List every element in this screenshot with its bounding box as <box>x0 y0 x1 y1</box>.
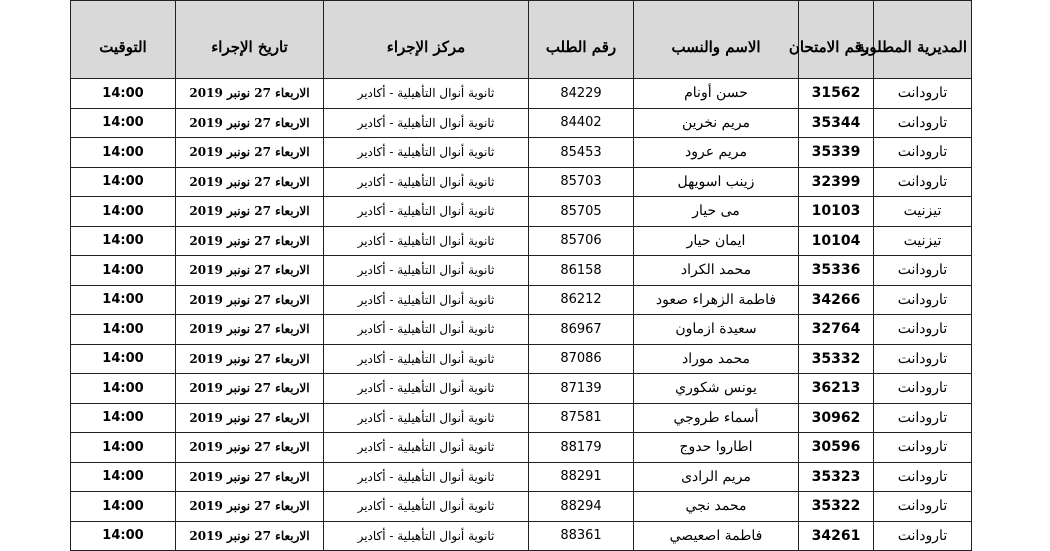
request-number-cell: 85703 <box>529 167 634 197</box>
candidate-name-cell: ايمان حيار <box>634 226 799 256</box>
table-row <box>71 108 972 138</box>
exam-center-cell: ثانوية أنوال التأهيلية - أكادير <box>324 492 529 522</box>
exam-center-cell: ثانوية أنوال التأهيلية - أكادير <box>324 403 529 433</box>
request-number-cell: 84402 <box>529 108 634 138</box>
table-row <box>71 462 972 492</box>
table-row <box>71 344 972 374</box>
table-row <box>71 197 972 227</box>
table-row <box>71 79 972 109</box>
candidate-name-cell: مى حيار <box>634 197 799 227</box>
request-number-cell: 85705 <box>529 197 634 227</box>
table-row <box>71 433 972 463</box>
exam-number-cell: 30962 <box>799 403 874 433</box>
candidate-name-cell: يونس شكوري <box>634 374 799 404</box>
exam-number-cell: 10103 <box>799 197 874 227</box>
exam-number-cell: 34261 <box>799 521 874 551</box>
exam-time-cell: 14:00 <box>71 521 176 551</box>
exam-date-cell: الاربعاء 27 نونبر 2019 <box>176 403 324 433</box>
exam-number-cell: 35332 <box>799 344 874 374</box>
exam-date-cell: الاربعاء 27 نونبر 2019 <box>176 167 324 197</box>
request-number-cell: 85453 <box>529 138 634 168</box>
request-number-cell: 85706 <box>529 226 634 256</box>
exam-date-cell: الاربعاء 27 نونبر 2019 <box>176 462 324 492</box>
exam-number-cell: 10104 <box>799 226 874 256</box>
header-request-no: رقم الطلب <box>529 1 634 79</box>
exam-time-cell: 14:00 <box>71 285 176 315</box>
directorate-cell: تارودانت <box>874 108 972 138</box>
exam-time-cell: 14:00 <box>71 403 176 433</box>
exam-time-cell: 14:00 <box>71 138 176 168</box>
exam-center-cell: ثانوية أنوال التأهيلية - أكادير <box>324 462 529 492</box>
exam-center-cell: ثانوية أنوال التأهيلية - أكادير <box>324 433 529 463</box>
directorate-cell: تارودانت <box>874 374 972 404</box>
exam-center-cell: ثانوية أنوال التأهيلية - أكادير <box>324 226 529 256</box>
directorate-cell: تارودانت <box>874 521 972 551</box>
exam-center-cell: ثانوية أنوال التأهيلية - أكادير <box>324 138 529 168</box>
exam-number-cell: 32764 <box>799 315 874 345</box>
exam-time-cell: 14:00 <box>71 226 176 256</box>
request-number-cell: 86967 <box>529 315 634 345</box>
exam-date-cell: الاربعاء 27 نونبر 2019 <box>176 79 324 109</box>
exam-date-cell: الاربعاء 27 نونبر 2019 <box>176 315 324 345</box>
request-number-cell: 87139 <box>529 374 634 404</box>
exam-number-cell: 36213 <box>799 374 874 404</box>
candidate-name-cell: محمد موراد <box>634 344 799 374</box>
request-number-cell: 88361 <box>529 521 634 551</box>
exam-date-cell: الاربعاء 27 نونبر 2019 <box>176 492 324 522</box>
header-time: التوقيت <box>71 1 176 79</box>
directorate-cell: تارودانت <box>874 138 972 168</box>
exam-date-cell: الاربعاء 27 نونبر 2019 <box>176 344 324 374</box>
candidate-name-cell: محمد نجي <box>634 492 799 522</box>
directorate-cell: تارودانت <box>874 256 972 286</box>
table-row <box>71 138 972 168</box>
table-row <box>71 374 972 404</box>
request-number-cell: 84229 <box>529 79 634 109</box>
exam-center-cell: ثانوية أنوال التأهيلية - أكادير <box>324 374 529 404</box>
exam-number-cell: 30596 <box>799 433 874 463</box>
exam-time-cell: 14:00 <box>71 79 176 109</box>
exam-number-cell: 31562 <box>799 79 874 109</box>
request-number-cell: 86212 <box>529 285 634 315</box>
candidate-name-cell: فاطمة الزهراء صعود <box>634 285 799 315</box>
directorate-cell: تارودانت <box>874 344 972 374</box>
exam-time-cell: 14:00 <box>71 374 176 404</box>
exam-time-cell: 14:00 <box>71 462 176 492</box>
candidate-name-cell: فاطمة اصعيصي <box>634 521 799 551</box>
exam-center-cell: ثانوية أنوال التأهيلية - أكادير <box>324 167 529 197</box>
directorate-cell: تارودانت <box>874 315 972 345</box>
table-row <box>71 492 972 522</box>
exam-center-cell: ثانوية أنوال التأهيلية - أكادير <box>324 197 529 227</box>
exam-time-cell: 14:00 <box>71 256 176 286</box>
request-number-cell: 88294 <box>529 492 634 522</box>
table-body <box>71 79 972 551</box>
candidate-name-cell: مريم الرادى <box>634 462 799 492</box>
exam-number-cell: 35336 <box>799 256 874 286</box>
exam-date-cell: الاربعاء 27 نونبر 2019 <box>176 226 324 256</box>
directorate-cell: تارودانت <box>874 79 972 109</box>
exam-time-cell: 14:00 <box>71 433 176 463</box>
exam-date-cell: الاربعاء 27 نونبر 2019 <box>176 521 324 551</box>
directorate-cell: تارودانت <box>874 492 972 522</box>
table-row <box>71 226 972 256</box>
exam-center-cell: ثانوية أنوال التأهيلية - أكادير <box>324 521 529 551</box>
exam-time-cell: 14:00 <box>71 167 176 197</box>
candidate-name-cell: سعيدة ازماون <box>634 315 799 345</box>
directorate-cell: تارودانت <box>874 285 972 315</box>
exam-date-cell: الاربعاء 27 نونبر 2019 <box>176 374 324 404</box>
candidate-name-cell: أسماء طروجي <box>634 403 799 433</box>
exam-date-cell: الاربعاء 27 نونبر 2019 <box>176 433 324 463</box>
exam-number-cell: 32399 <box>799 167 874 197</box>
exam-date-cell: الاربعاء 27 نونبر 2019 <box>176 285 324 315</box>
exam-center-cell: ثانوية أنوال التأهيلية - أكادير <box>324 315 529 345</box>
exam-date-cell: الاربعاء 27 نونبر 2019 <box>176 138 324 168</box>
exam-number-cell: 35339 <box>799 138 874 168</box>
header-date: تاريخ الإجراء <box>176 1 324 79</box>
exam-date-cell: الاربعاء 27 نونبر 2019 <box>176 108 324 138</box>
candidates-table <box>70 0 972 551</box>
exam-center-cell: ثانوية أنوال التأهيلية - أكادير <box>324 344 529 374</box>
directorate-cell: تارودانت <box>874 167 972 197</box>
exam-time-cell: 14:00 <box>71 197 176 227</box>
exam-number-cell: 35322 <box>799 492 874 522</box>
request-number-cell: 86158 <box>529 256 634 286</box>
exam-number-cell: 35344 <box>799 108 874 138</box>
table-row <box>71 285 972 315</box>
table-row <box>71 521 972 551</box>
exam-time-cell: 14:00 <box>71 344 176 374</box>
exam-time-cell: 14:00 <box>71 492 176 522</box>
header-center: مركز الإجراء <box>324 1 529 79</box>
candidate-name-cell: اطاروا حدوج <box>634 433 799 463</box>
table-header-row <box>71 1 972 79</box>
directorate-cell: تارودانت <box>874 433 972 463</box>
exam-time-cell: 14:00 <box>71 108 176 138</box>
exam-date-cell: الاربعاء 27 نونبر 2019 <box>176 197 324 227</box>
exam-center-cell: ثانوية أنوال التأهيلية - أكادير <box>324 256 529 286</box>
table-row <box>71 256 972 286</box>
request-number-cell: 87581 <box>529 403 634 433</box>
directorate-cell: تيزنيت <box>874 197 972 227</box>
exam-date-cell: الاربعاء 27 نونبر 2019 <box>176 256 324 286</box>
directorate-cell: تارودانت <box>874 462 972 492</box>
table-row <box>71 403 972 433</box>
candidate-name-cell: مريم عرود <box>634 138 799 168</box>
document-page <box>70 0 971 544</box>
exam-time-cell: 14:00 <box>71 315 176 345</box>
header-name: الاسم والنسب <box>634 1 799 79</box>
exam-center-cell: ثانوية أنوال التأهيلية - أكادير <box>324 285 529 315</box>
directorate-cell: تارودانت <box>874 403 972 433</box>
exam-number-cell: 34266 <box>799 285 874 315</box>
candidate-name-cell: حسن أونام <box>634 79 799 109</box>
candidate-name-cell: محمد الكراد <box>634 256 799 286</box>
candidate-name-cell: مريم نخرين <box>634 108 799 138</box>
candidate-name-cell: زينب اسويهل <box>634 167 799 197</box>
table-row <box>71 315 972 345</box>
directorate-cell: تيزنيت <box>874 226 972 256</box>
exam-center-cell: ثانوية أنوال التأهيلية - أكادير <box>324 79 529 109</box>
request-number-cell: 88291 <box>529 462 634 492</box>
request-number-cell: 88179 <box>529 433 634 463</box>
exam-center-cell: ثانوية أنوال التأهيلية - أكادير <box>324 108 529 138</box>
request-number-cell: 87086 <box>529 344 634 374</box>
exam-number-cell: 35323 <box>799 462 874 492</box>
table-row <box>71 167 972 197</box>
header-directorate: المديرية المطلوبة <box>874 1 972 79</box>
header-exam-no: رقم الامتحان <box>799 1 874 79</box>
